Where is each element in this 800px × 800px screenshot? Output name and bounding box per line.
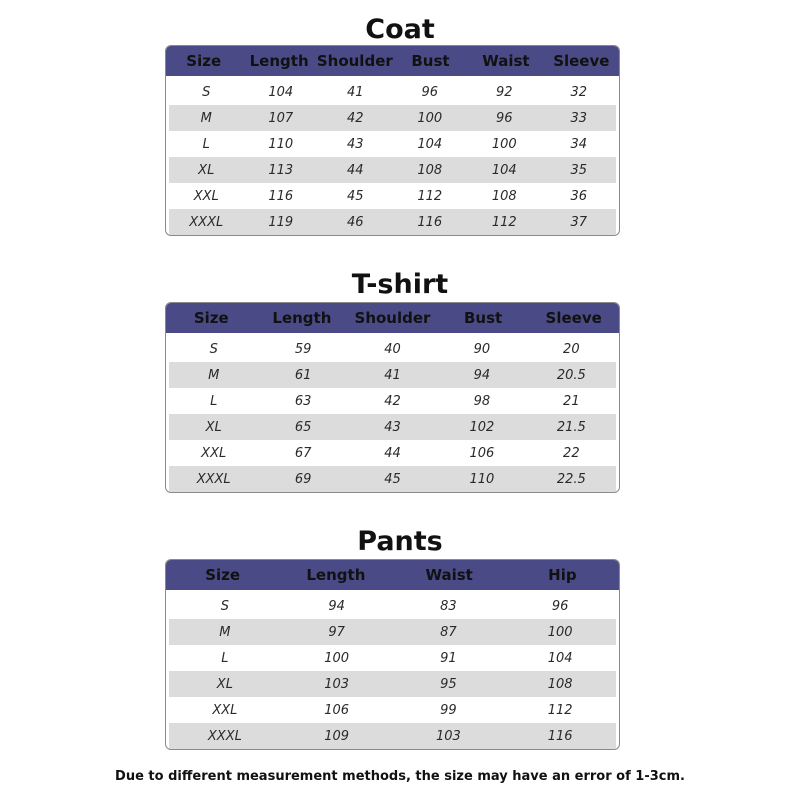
table-cell: 100 [417,110,443,126]
column-header-size: Size [205,566,241,584]
table-cell: 96 [421,84,439,100]
table-header-row [166,46,619,76]
table-cell: 43 [346,136,364,152]
column-header-hip: Hip [548,566,577,584]
table-cell: 36 [570,188,588,204]
table-row [169,157,616,183]
table-cell: 103 [435,728,461,744]
table-cell: XXXL [207,728,242,744]
table-cell: 45 [384,471,401,487]
table-row [169,619,616,645]
table-row [169,440,616,466]
table-cell: 87 [440,624,457,640]
table-body [166,590,619,749]
table-row [169,593,616,619]
column-header-sleeve: Sleeve [553,52,610,70]
table-cell: 110 [268,136,294,152]
table-cell: 20 [563,341,580,357]
table-cell: S [209,341,218,357]
table-cell: 97 [328,624,345,640]
column-header-waist: Waist [482,52,530,70]
table-cell: 98 [473,393,491,409]
table-cell: 96 [551,598,569,614]
table-row [169,723,616,749]
table-cell: 21.5 [556,419,586,435]
column-header-bust: Bust [463,309,503,327]
table-cell: 41 [384,367,401,383]
table-body [166,333,619,492]
coat-size-table [165,45,620,236]
table-cell: 94 [473,367,491,383]
table-cell: XL [216,676,233,692]
table-cell: 35 [570,162,588,178]
table-row [169,209,616,235]
table-cell: XXXL [196,471,231,487]
pants-size-table [165,559,620,750]
table-cell: 116 [268,188,294,204]
table-cell: 59 [294,341,312,357]
table-row [169,697,616,723]
table-cell: 110 [469,471,495,487]
table-cell: 92 [495,84,513,100]
tshirt-size-table [165,302,620,493]
table-cell: 45 [346,188,364,204]
column-header-length: Length [306,566,366,584]
table-cell: M [200,110,212,126]
table-row [169,414,616,440]
table-cell: 42 [346,110,364,126]
table-cell: 69 [294,471,312,487]
table-cell: S [202,84,211,100]
table-cell: XL [198,162,215,178]
column-header-length: Length [272,309,332,327]
table-cell: 44 [346,162,364,178]
table-cell: 100 [324,650,350,666]
table-cell: 108 [547,676,573,692]
table-cell: 32 [570,84,588,100]
table-cell: 108 [417,162,443,178]
table-cell: 106 [469,445,495,461]
table-header-row [166,303,619,333]
table-cell: XL [205,419,222,435]
table-cell: 67 [294,445,312,461]
table-cell: 34 [570,136,588,152]
table-cell: 37 [570,214,588,230]
table-cell: 21 [563,393,580,409]
table-row [169,336,616,362]
table-cell: 104 [268,84,294,100]
table-cell: 100 [491,136,517,152]
table-cell: 112 [491,214,517,230]
table-cell: 109 [324,728,350,744]
column-header-size: Size [193,309,229,327]
table-cell: M [208,367,220,383]
column-header-shoulder: Shoulder [354,309,431,327]
table-row [169,131,616,157]
column-header-bust: Bust [411,52,450,70]
table-cell: S [220,598,229,614]
column-header-shoulder: Shoulder [316,52,393,70]
table-row [169,105,616,131]
table-cell: 104 [417,136,443,152]
table-cell: XXL [201,445,227,461]
table-row [169,362,616,388]
table-cell: 112 [547,702,573,718]
table-cell: 100 [547,624,573,640]
table-cell: 61 [294,367,312,383]
table-cell: 63 [294,393,312,409]
coat-title: Coat [365,14,435,45]
table-cell: 22.5 [556,471,586,487]
table-row [169,79,616,105]
table-cell: 22 [563,445,580,461]
table-row [169,183,616,209]
table-header-row [166,560,619,590]
table-body [166,76,619,235]
table-cell: 43 [384,419,401,435]
table-cell: 104 [547,650,573,666]
table-row [169,671,616,697]
table-cell: L [202,136,210,152]
table-cell: 20.5 [556,367,586,383]
table-cell: 95 [440,676,457,692]
column-header-waist: Waist [425,566,473,584]
pants-title: Pants [357,526,443,557]
table-cell: 119 [268,214,294,230]
table-cell: 96 [495,110,513,126]
table-row [169,466,616,492]
table-row [169,645,616,671]
table-cell: 42 [384,393,401,409]
table-cell: M [219,624,231,640]
column-header-length: Length [249,52,309,70]
table-cell: 102 [469,419,495,435]
table-row [169,388,616,414]
table-cell: 103 [324,676,350,692]
table-cell: XXXL [189,214,224,230]
table-cell: 106 [324,702,350,718]
table-cell: 112 [417,188,443,204]
table-cell: 90 [473,341,491,357]
table-cell: L [221,650,229,666]
table-cell: 40 [384,341,401,357]
tshirt-title: T-shirt [351,269,449,300]
table-cell: 41 [346,84,364,100]
table-cell: XXL [212,702,238,718]
table-cell: 104 [491,162,517,178]
table-cell: 99 [440,702,457,718]
table-cell: 65 [294,419,312,435]
table-cell: 108 [491,188,517,204]
table-cell: 116 [417,214,443,230]
column-header-sleeve: Sleeve [545,309,602,327]
table-cell: 33 [570,110,588,126]
table-cell: 113 [268,162,294,178]
column-header-size: Size [186,52,222,70]
table-cell: 107 [268,110,294,126]
table-cell: XXL [193,188,219,204]
table-cell: 44 [384,445,401,461]
measurement-footnote: Due to different measurement methods, the size may have an error of 1-3cm. [115,769,685,784]
table-cell: 116 [547,728,573,744]
table-cell: 46 [346,214,364,230]
table-cell: 83 [440,598,457,614]
table-cell: L [210,393,218,409]
table-cell: 91 [440,650,457,666]
table-cell: 94 [328,598,345,614]
